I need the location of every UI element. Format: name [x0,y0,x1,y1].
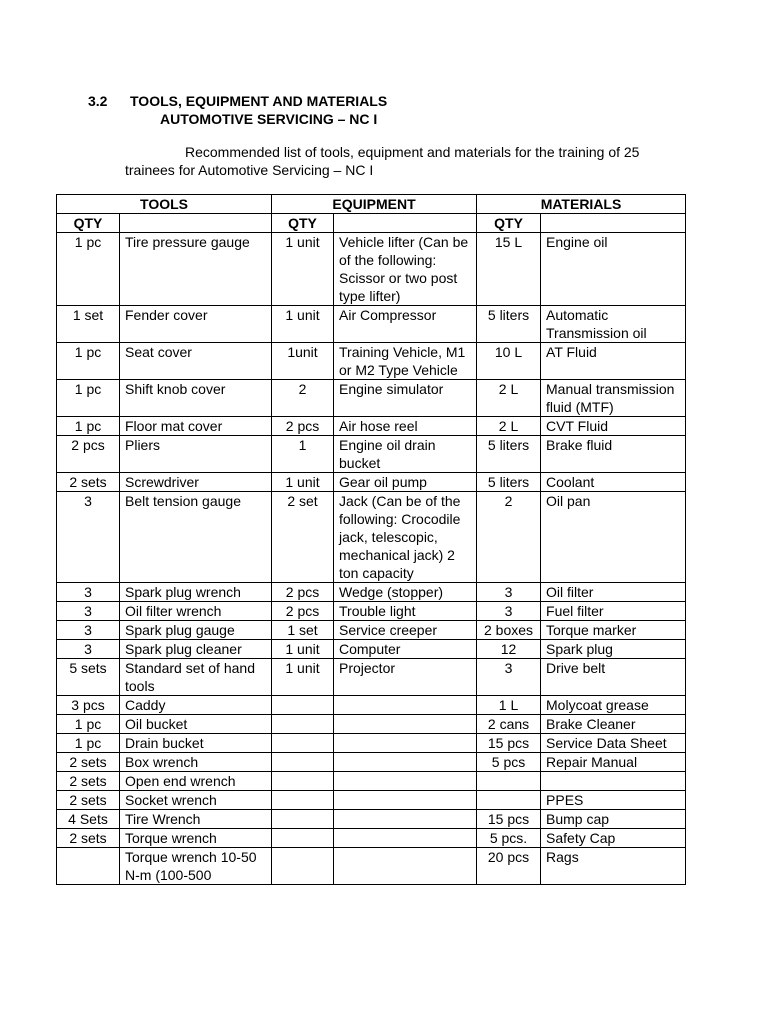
tool-name-cell: Tire pressure gauge [120,233,272,306]
equipment-name-cell [334,696,477,715]
equipment-name-cell [334,791,477,810]
tool-qty-cell: 2 pcs [57,436,120,473]
tool-qty-cell [57,848,120,885]
tool-qty-cell: 3 [57,621,120,640]
tool-name-cell: Belt tension gauge [120,492,272,583]
tool-qty-cell: 3 [57,640,120,659]
tool-qty-cell: 3 pcs [57,696,120,715]
material-name-cell: Automatic Transmission oil [541,306,686,343]
material-qty-cell: 5 liters [477,306,541,343]
material-name-cell: Fuel filter [541,602,686,621]
materials-header: MATERIALS [477,195,686,214]
material-name-cell: Molycoat grease [541,696,686,715]
equipment-name-cell [334,753,477,772]
tool-qty-cell: 3 [57,492,120,583]
equipment-name-cell: Engine oil drain bucket [334,436,477,473]
material-name-cell: PPES [541,791,686,810]
table-row [57,696,686,715]
table-row [57,734,686,753]
tools-qty-header: QTY [57,214,120,233]
tool-qty-cell: 3 [57,583,120,602]
equipment-name-cell: Service creeper [334,621,477,640]
material-qty-cell [477,772,541,791]
material-name-cell: Brake fluid [541,436,686,473]
equipment-name-cell: Vehicle lifter (Can be of the following: Scissor or two post type lifter) [334,233,477,306]
equipment-name-cell: Training Vehicle, M1 or M2 Type Vehicle [334,343,477,380]
material-name-cell: Oil filter [541,583,686,602]
equipment-qty-cell [272,829,334,848]
equipment-qty-cell [272,791,334,810]
equipment-qty-cell: 1 unit [272,306,334,343]
equipment-name-cell: Air hose reel [334,417,477,436]
category-header-row [57,195,686,214]
material-qty-cell: 2 L [477,417,541,436]
materials-qty-header: QTY [477,214,541,233]
table-row [57,380,686,417]
tool-qty-cell: 3 [57,602,120,621]
tool-name-cell: Pliers [120,436,272,473]
material-qty-cell: 5 pcs. [477,829,541,848]
material-qty-cell: 2 boxes [477,621,541,640]
intro-line-1: Recommended list of tools, equipment and materials for the training of 25 [185,144,640,160]
tool-qty-cell: 1 pc [57,343,120,380]
material-name-cell: Manual transmission fluid (MTF) [541,380,686,417]
section-number: 3.2 [88,93,108,109]
tool-name-cell: Screwdriver [120,473,272,492]
material-qty-cell: 2 L [477,380,541,417]
tool-name-cell: Oil filter wrench [120,602,272,621]
material-name-cell: CVT Fluid [541,417,686,436]
tool-name-cell: Spark plug wrench [120,583,272,602]
tool-qty-cell: 1 pc [57,715,120,734]
table-row [57,715,686,734]
material-name-cell: Bump cap [541,810,686,829]
material-qty-cell: 1 L [477,696,541,715]
equipment-qty-cell [272,715,334,734]
tool-name-cell: Spark plug cleaner [120,640,272,659]
material-name-cell: Spark plug [541,640,686,659]
table-row [57,473,686,492]
material-name-cell: Safety Cap [541,829,686,848]
tool-qty-cell: 1 pc [57,380,120,417]
section-title: TOOLS, EQUIPMENT AND MATERIALS [130,93,388,109]
table-row [57,417,686,436]
tool-qty-cell: 1 pc [57,734,120,753]
equipment-name-cell [334,715,477,734]
equipment-qty-cell: 1 set [272,621,334,640]
material-qty-cell: 5 pcs [477,753,541,772]
table-row [57,829,686,848]
tool-name-cell: Drain bucket [120,734,272,753]
material-name-cell: Service Data Sheet [541,734,686,753]
equipment-qty-cell: 1unit [272,343,334,380]
material-name-cell [541,772,686,791]
equipment-qty-cell: 1 unit [272,659,334,696]
tool-qty-cell: 2 sets [57,829,120,848]
material-qty-cell: 10 L [477,343,541,380]
material-qty-cell: 5 liters [477,473,541,492]
material-qty-cell: 3 [477,602,541,621]
tool-name-cell: Torque wrench [120,829,272,848]
material-qty-cell: 5 liters [477,436,541,473]
material-qty-cell: 2 [477,492,541,583]
equipment-qty-cell: 1 unit [272,640,334,659]
equipment-qty-cell [272,772,334,791]
equipment-name-cell [334,810,477,829]
tool-qty-cell: 2 sets [57,753,120,772]
tool-qty-cell: 5 sets [57,659,120,696]
table-row [57,602,686,621]
material-name-cell: AT Fluid [541,343,686,380]
material-qty-cell [477,791,541,810]
equipment-name-cell [334,772,477,791]
tool-name-cell: Standard set of hand tools [120,659,272,696]
equipment-name-cell [334,734,477,753]
table-row [57,772,686,791]
table-row [57,306,686,343]
material-name-cell: Torque marker [541,621,686,640]
table-row [57,492,686,583]
equipment-name-cell: Gear oil pump [334,473,477,492]
equipment-qty-cell [272,753,334,772]
tool-qty-cell: 2 sets [57,772,120,791]
table-row [57,659,686,696]
tool-name-cell: Shift knob cover [120,380,272,417]
tools-header: TOOLS [57,195,272,214]
equipment-name-header [334,214,477,233]
section-subtitle: AUTOMOTIVE SERVICING – NC I [160,111,378,127]
tool-name-cell: Floor mat cover [120,417,272,436]
material-name-cell: Oil pan [541,492,686,583]
equipment-name-cell: Computer [334,640,477,659]
table-row [57,233,686,306]
tool-name-cell: Open end wrench [120,772,272,791]
equipment-qty-cell: 2 pcs [272,583,334,602]
equipment-qty-cell [272,848,334,885]
table-row [57,640,686,659]
equipment-header: EQUIPMENT [272,195,477,214]
tool-name-cell: Fender cover [120,306,272,343]
equipment-name-cell: Projector [334,659,477,696]
tool-name-cell: Seat cover [120,343,272,380]
tool-qty-cell: 2 sets [57,791,120,810]
material-qty-cell: 15 pcs [477,734,541,753]
tool-qty-cell: 4 Sets [57,810,120,829]
equipment-name-cell: Wedge (stopper) [334,583,477,602]
material-name-cell: Coolant [541,473,686,492]
table-row [57,791,686,810]
tool-qty-cell: 2 sets [57,473,120,492]
table-row [57,848,686,885]
material-qty-cell: 15 pcs [477,810,541,829]
tool-qty-cell: 1 pc [57,233,120,306]
tool-qty-cell: 1 set [57,306,120,343]
equipment-name-cell: Air Compressor [334,306,477,343]
material-qty-cell: 2 cans [477,715,541,734]
tool-qty-cell: 1 pc [57,417,120,436]
equipment-qty-cell: 1 unit [272,233,334,306]
material-qty-cell: 15 L [477,233,541,306]
tool-name-cell: Socket wrench [120,791,272,810]
equipment-qty-cell [272,810,334,829]
equipment-qty-header: QTY [272,214,334,233]
material-name-cell: Repair Manual [541,753,686,772]
equipment-name-cell [334,829,477,848]
table-row [57,343,686,380]
material-qty-cell: 3 [477,659,541,696]
equipment-qty-cell [272,734,334,753]
table-row [57,810,686,829]
material-name-cell: Drive belt [541,659,686,696]
equipment-name-cell: Engine simulator [334,380,477,417]
table-row [57,436,686,473]
tool-name-cell: Spark plug gauge [120,621,272,640]
intro-line-2: trainees for Automotive Servicing – NC I [125,162,374,178]
material-qty-cell: 12 [477,640,541,659]
material-qty-cell: 3 [477,583,541,602]
table-row [57,621,686,640]
tool-name-cell: Tire Wrench [120,810,272,829]
tool-name-cell: Torque wrench 10-50 N-m (100-500 [120,848,272,885]
equipment-name-cell: Trouble light [334,602,477,621]
tool-name-cell: Caddy [120,696,272,715]
material-name-cell: Brake Cleaner [541,715,686,734]
material-qty-cell: 20 pcs [477,848,541,885]
equipment-name-cell [334,848,477,885]
table-row [57,583,686,602]
qty-header-row [57,214,686,233]
equipment-qty-cell: 2 [272,380,334,417]
equipment-qty-cell: 1 unit [272,473,334,492]
tool-name-cell: Box wrench [120,753,272,772]
equipment-qty-cell: 1 [272,436,334,473]
tools-equipment-materials-table [56,194,686,885]
table-row [57,753,686,772]
tools-name-header [120,214,272,233]
equipment-name-cell: Jack (Can be of the following: Crocodile jack, telescopic, mechanical jack) 2 ton capacity [334,492,477,583]
tool-name-cell: Oil bucket [120,715,272,734]
material-name-cell: Rags [541,848,686,885]
equipment-qty-cell [272,696,334,715]
material-name-cell: Engine oil [541,233,686,306]
equipment-qty-cell: 2 pcs [272,602,334,621]
materials-name-header [541,214,686,233]
equipment-qty-cell: 2 pcs [272,417,334,436]
equipment-qty-cell: 2 set [272,492,334,583]
